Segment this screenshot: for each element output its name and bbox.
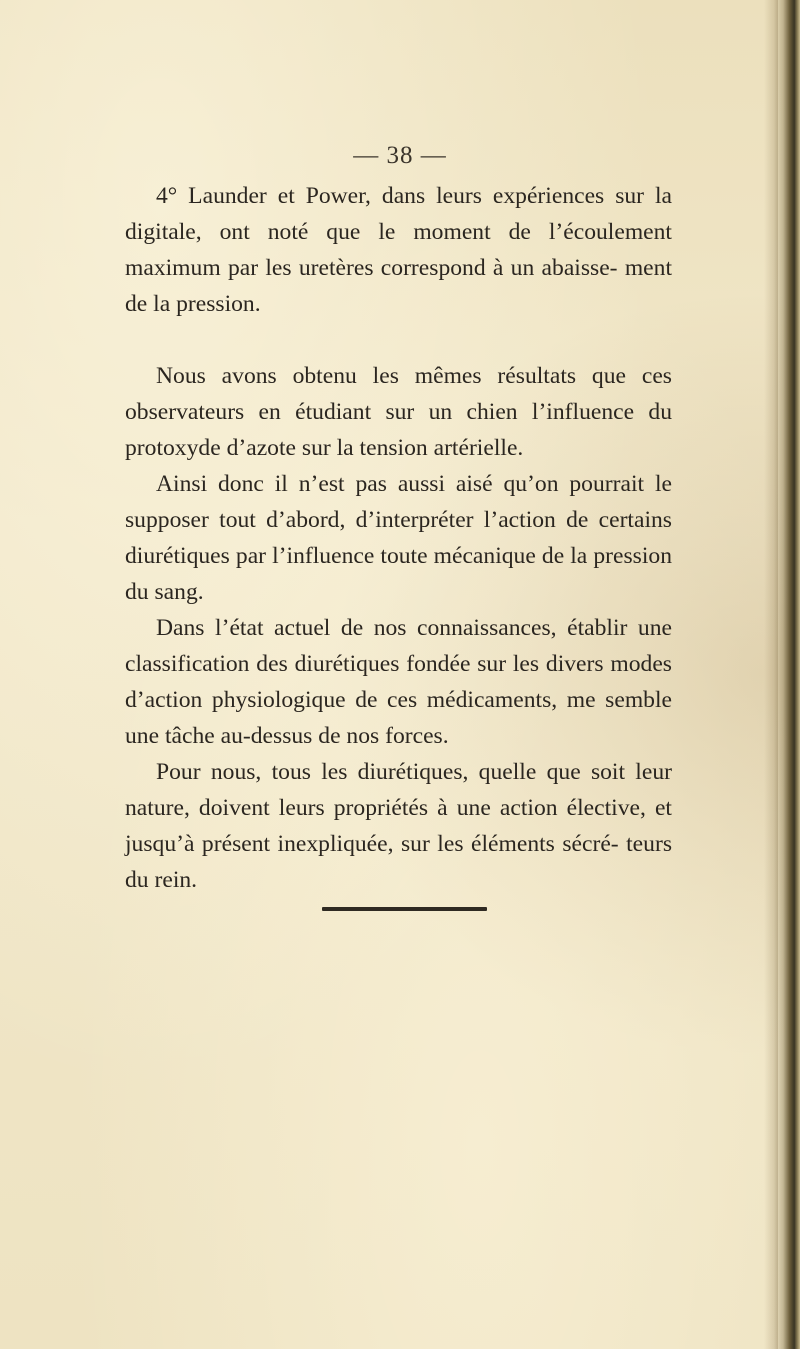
page-number: — 38 — [353, 142, 447, 169]
paragraph-conclusion: Pour nous, tous les diurétiques, quelle que soit leur nature, doivent leurs propriétés à une action élective, et jusqu’à présent inexpliquée, sur les éléments sécré- teurs du rein. [125, 759, 672, 893]
book-page-edge [774, 0, 800, 1349]
paragraph-launder-power: 4° Launder et Power, dans leurs expériences sur la digitale, ont noté que le moment de l’écoulement maximum par les uretères correspond à un abaisse- ment de la pression. [125, 183, 672, 317]
paragraph-observations: Nous avons obtenu les mêmes résultats que ces observateurs en étudiant sur un chien l’influence du protoxyde d’azote sur la tension artérielle. [125, 363, 672, 461]
paragraph-interpretation: Ainsi donc il n’est pas aussi aisé qu’on pourrait le supposer tout d’abord, d’interpréter l’action de certains diurétiques par l’influence toute mécanique de la pression du sang. [125, 471, 672, 605]
section-end-rule [322, 907, 487, 911]
paragraph-classification: Dans l’état actuel de nos connaissances, établir une classification des diurétiques fondée sur les divers modes d’action physiologique de ces médicaments, me semble une tâche au-dessus de nos forces. [125, 615, 672, 749]
body-text [125, 178, 672, 898]
